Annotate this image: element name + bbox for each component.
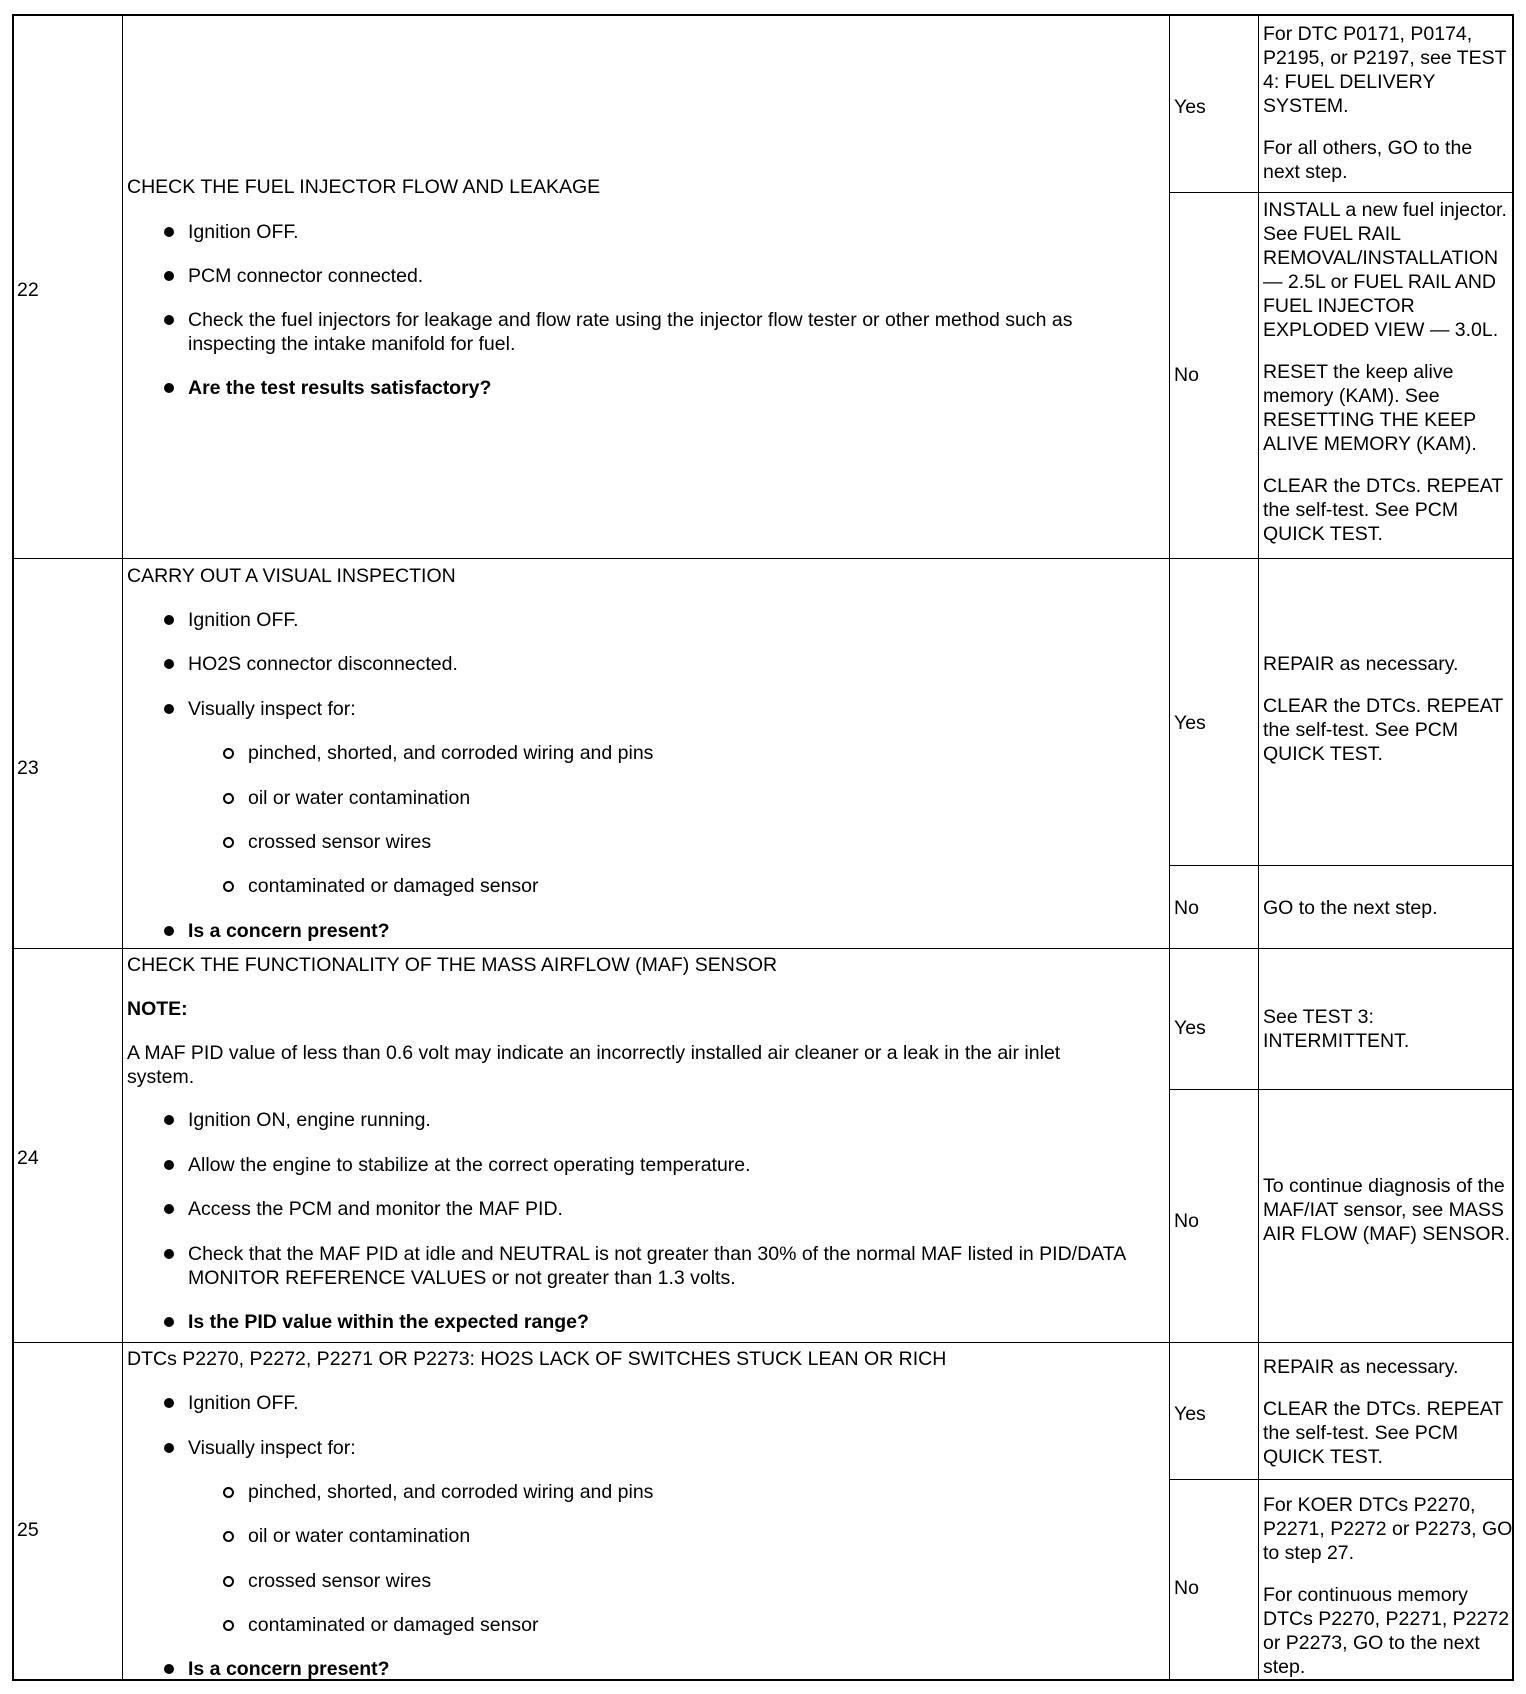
inspection-subitem: crossed sensor wires: [248, 831, 432, 853]
yes-label: Yes: [1174, 1403, 1206, 1425]
action-text: See TEST 3: INTERMITTENT.: [1263, 1006, 1410, 1052]
no-label: No: [1174, 1210, 1199, 1232]
row-divider: [14, 948, 1512, 949]
diagnostic-table: [12, 14, 1514, 1681]
inspection-subitem: contaminated or damaged sensor: [248, 875, 539, 897]
instruction-item: Allow the engine to stabilize at the correct operating temperature.: [188, 1153, 1138, 1177]
action-text: CLEAR the DTCs. REPEAT the self-test. See PCM QUICK TEST.: [1263, 1398, 1503, 1468]
row-divider: [14, 558, 1512, 559]
instruction-item: Visually inspect for:: [188, 1436, 1138, 1460]
action-text: For continuous memory DTCs P2270, P2271, P2272 or P2273, GO to the next step.: [1263, 1584, 1510, 1678]
instruction-item: Ignition ON, engine running.: [188, 1108, 1138, 1132]
instruction-item: Ignition OFF.: [188, 1391, 1138, 1415]
yes-label: Yes: [1174, 96, 1206, 118]
step-heading: CHECK THE FUNCTIONALITY OF THE MASS AIRFLOW (MAF) SENSOR: [127, 954, 778, 976]
note-text: A MAF PID value of less than 0.6 volt may indicate an incorrectly installed air cleaner or a leak in the air inlet system.: [127, 1042, 1061, 1088]
inspection-subitem: contaminated or damaged sensor: [248, 1614, 539, 1636]
no-label: No: [1174, 897, 1199, 919]
result-divider: [1169, 1089, 1512, 1090]
no-label: No: [1174, 364, 1199, 386]
step-number: 25: [17, 1519, 39, 1541]
no-action: [1263, 198, 1513, 546]
action-text: REPAIR as necessary.: [1263, 1356, 1459, 1378]
step-heading: CHECK THE FUEL INJECTOR FLOW AND LEAKAGE: [127, 176, 601, 198]
no-action: [1263, 896, 1513, 920]
action-text: For DTC P0171, P0174, P2195, or P2197, see TEST 4: FUEL DELIVERY SYSTEM.: [1263, 23, 1507, 117]
column-divider: [122, 16, 123, 1679]
inspection-subitem: pinched, shorted, and corroded wiring and pins: [248, 742, 654, 764]
action-text: CLEAR the DTCs. REPEAT the self-test. See PCM QUICK TEST.: [1263, 695, 1503, 765]
instruction-item: Check that the MAF PID at idle and NEUTRAL is not greater than 30% of the normal MAF listed in PID/DATA MONITOR REFERENCE VALUES or not greater than 1.3 volts.: [188, 1242, 1138, 1290]
action-text: GO to the next step.: [1263, 897, 1438, 919]
result-divider: [1169, 1479, 1512, 1480]
step-question: Is the PID value within the expected range?: [188, 1310, 1138, 1334]
step-number: 22: [17, 279, 39, 301]
action-text: INSTALL a new fuel injector. See FUEL RAIL REMOVAL/INSTALLATION — 2.5L or FUEL RAIL AND FUEL INJECTOR EXPLODED VIEW — 3.0L.: [1263, 199, 1507, 341]
action-text: CLEAR the DTCs. REPEAT the self-test. See PCM QUICK TEST.: [1263, 475, 1503, 545]
yes-action: [1263, 1355, 1513, 1469]
instruction-item: HO2S connector disconnected.: [188, 652, 1138, 676]
step-number: 23: [17, 757, 39, 779]
action-text: To continue diagnosis of the MAF/IAT sensor, see MASS AIR FLOW (MAF) SENSOR.: [1263, 1175, 1511, 1245]
instruction-item: Ignition OFF.: [188, 608, 1138, 632]
inspection-subitem: oil or water contamination: [248, 1525, 471, 1547]
step-heading: DTCs P2270, P2272, P2271 OR P2273: HO2S LACK OF SWITCHES STUCK LEAN OR RICH: [127, 1348, 947, 1370]
inspection-subitem: oil or water contamination: [248, 787, 471, 809]
note-label: NOTE:: [127, 998, 188, 1020]
action-text: For KOER DTCs P2270, P2271, P2272 or P2273, GO to step 27.: [1263, 1494, 1513, 1564]
yes-action: [1263, 652, 1513, 766]
instruction-item: Check the fuel injectors for leakage and flow rate using the injector flow tester or other method such as inspecting the intake manifold for fuel.: [188, 308, 1138, 356]
row-divider: [14, 1342, 1512, 1343]
yes-action: [1263, 22, 1513, 184]
inspection-subitem: pinched, shorted, and corroded wiring and pins: [248, 1481, 654, 1503]
instruction-item: Visually inspect for:: [188, 697, 1138, 721]
yes-label: Yes: [1174, 1017, 1206, 1039]
step-heading: CARRY OUT A VISUAL INSPECTION: [127, 565, 456, 587]
instruction-item: PCM connector connected.: [188, 264, 1138, 288]
step-question: Is a concern present?: [188, 1657, 1138, 1681]
action-text: REPAIR as necessary.: [1263, 653, 1459, 675]
no-label: No: [1174, 1577, 1199, 1599]
step-question: Is a concern present?: [188, 919, 1138, 943]
column-divider: [1258, 16, 1259, 1679]
no-action: [1263, 1174, 1513, 1246]
step-number: 24: [17, 1147, 39, 1169]
result-divider: [1169, 865, 1512, 866]
yes-action: [1263, 1005, 1513, 1053]
no-action: [1263, 1493, 1513, 1679]
column-divider: [1169, 16, 1170, 1679]
action-text: For all others, GO to the next step.: [1263, 137, 1473, 183]
action-text: RESET the keep alive memory (KAM). See RESETTING THE KEEP ALIVE MEMORY (KAM).: [1263, 361, 1477, 455]
yes-label: Yes: [1174, 712, 1206, 734]
step-question: Are the test results satisfactory?: [188, 376, 1138, 400]
instruction-item: Access the PCM and monitor the MAF PID.: [188, 1197, 1138, 1221]
inspection-subitem: crossed sensor wires: [248, 1570, 432, 1592]
instruction-item: Ignition OFF.: [188, 220, 1138, 244]
result-divider: [1169, 192, 1512, 193]
